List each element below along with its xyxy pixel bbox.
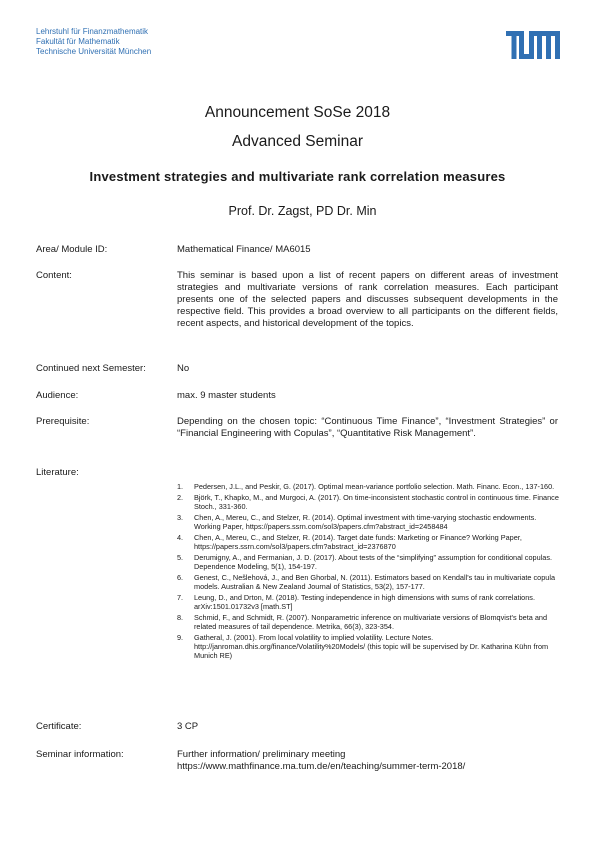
literature-item — [177, 633, 559, 660]
literature-item — [177, 553, 559, 571]
literature-text: Gatheral, J. (2001). From local volatility to implied volatility. Lecture Notes. http://janroman.dhis.org/finance/Volatility%20Models/ (this topic will be supervised by Dr. Katharina Kühn from Munich RE) — [194, 633, 549, 660]
audience-value: max. 9 master students — [177, 390, 276, 401]
literature-number: 8. — [177, 613, 184, 622]
literature-text: Schmid, F., and Schmidt, R. (2007). Nonparametric inference on multivariate versions of Blomqvist's beta and related measures of tail dependence. Metrika, 66(3), 323-354. — [194, 613, 548, 631]
seminar-type-title: Advanced Seminar — [232, 133, 363, 150]
literature-item — [177, 573, 559, 591]
literature-item — [177, 513, 559, 531]
content-label: Content: — [36, 270, 72, 281]
literature-item — [177, 613, 559, 631]
institution-block — [36, 27, 151, 57]
announcement-title: Announcement SoSe 2018 — [204, 104, 391, 121]
literature-number: 5. — [177, 553, 184, 562]
lecturers: Prof. Dr. Zagst, PD Dr. Min — [228, 204, 377, 218]
institution-university: Technische Universität München — [36, 47, 152, 56]
literature-label: Literature: — [36, 467, 79, 478]
literature-text: Derumigny, A., and Fermanian, J. D. (2017). About tests of the “simplifying” assumption for conditional copulas. Dependence Modeling, 5(1), 154-197. — [194, 553, 552, 571]
literature-text: Pedersen, J.L., and Peskir, G. (2017). Optimal mean-variance portfolio selection. Math. Financ. Econ., 137-160. — [194, 482, 555, 491]
literature-item — [177, 482, 559, 491]
seminar-info-label: Seminar information: — [36, 749, 124, 760]
seminar-info-text: Further information/ preliminary meeting — [177, 749, 346, 760]
literature-number: 1. — [177, 482, 184, 491]
certificate-value: 3 CP — [177, 721, 199, 732]
institution-faculty: Fakultät für Mathematik — [36, 37, 120, 46]
seminar-info-value — [177, 749, 558, 773]
content-value: This seminar is based upon a list of recent papers on different areas of investment strategies and multivariate versions of rank correlation measures. Each participant presents one of the selected papers and discusses subsequent developments in the respective field. This provides a broad overview to all participants on the different fields, recent aspects, and historical development of the topics. — [177, 270, 558, 329]
continued-value: No — [177, 363, 190, 374]
literature-number: 9. — [177, 633, 184, 642]
seminar-info-link[interactable]: https://www.mathfinance.ma.tum.de/en/teaching/summer-term-2018/ — [177, 761, 466, 772]
audience-label: Audience: — [36, 390, 79, 401]
literature-text: Genest, C., Nešlehová, J., and Ben Ghorbal, N. (2011). Estimators based on Kendall's tau in multivariate copula models. Australian & New Zealand Journal of Statistics, 53(2), 157-177. — [194, 573, 556, 591]
prerequisite-value: Depending on the chosen topic: “Continuous Time Finance”, “Investment Strategies” or “Financial Engineering with Copulas”, “Quantitative Risk Management”. — [177, 416, 558, 439]
literature-text: Björk, T., Khapko, M., and Murgoci, A. (2017). On time-inconsistent stochastic control in continuous time. Finance Stoch., 331-360. — [194, 493, 559, 511]
prerequisite-label: Prerequisite: — [36, 416, 90, 427]
literature-text: Leung, D., and Drton, M. (2018). Testing independence in high dimensions with sums of rank correlations. arXiv:1501.01732v3 [math.ST] — [194, 593, 535, 611]
literature-text: Chen, A., Mereu, C., and Stelzer, R. (2014). Target date funds: Marketing or Finance? Working Paper, https://papers.ssrn.com/sol3/papers.cfm?abstract_id=2376870 — [194, 533, 522, 551]
seminar-topic-title: Investment strategies and multivariate rank correlation measures — [89, 169, 506, 184]
literature-number: 7. — [177, 593, 184, 602]
literature-text: Chen, A., Mereu, C., and Stelzer, R. (2014). Optimal investment with time-varying stochastic endowments. Working Paper, https://papers.ssrn.com/sol3/papers.cfm?abstract_id=2458484 — [194, 513, 537, 531]
literature-number: 2. — [177, 493, 184, 502]
area-label: Area/ Module ID: — [36, 244, 108, 255]
literature-item — [177, 493, 559, 511]
tum-logo-icon — [506, 31, 560, 59]
area-value: Mathematical Finance/ MA6015 — [177, 244, 311, 255]
literature-number: 3. — [177, 513, 184, 522]
literature-number: 4. — [177, 533, 184, 542]
institution-chair: Lehrstuhl für Finanzmathematik — [36, 27, 149, 36]
literature-item — [177, 593, 559, 611]
continued-label: Continued next Semester: — [36, 363, 146, 374]
certificate-label: Certificate: — [36, 721, 82, 732]
literature-list — [177, 482, 559, 662]
literature-item — [177, 533, 559, 551]
literature-number: 6. — [177, 573, 184, 582]
